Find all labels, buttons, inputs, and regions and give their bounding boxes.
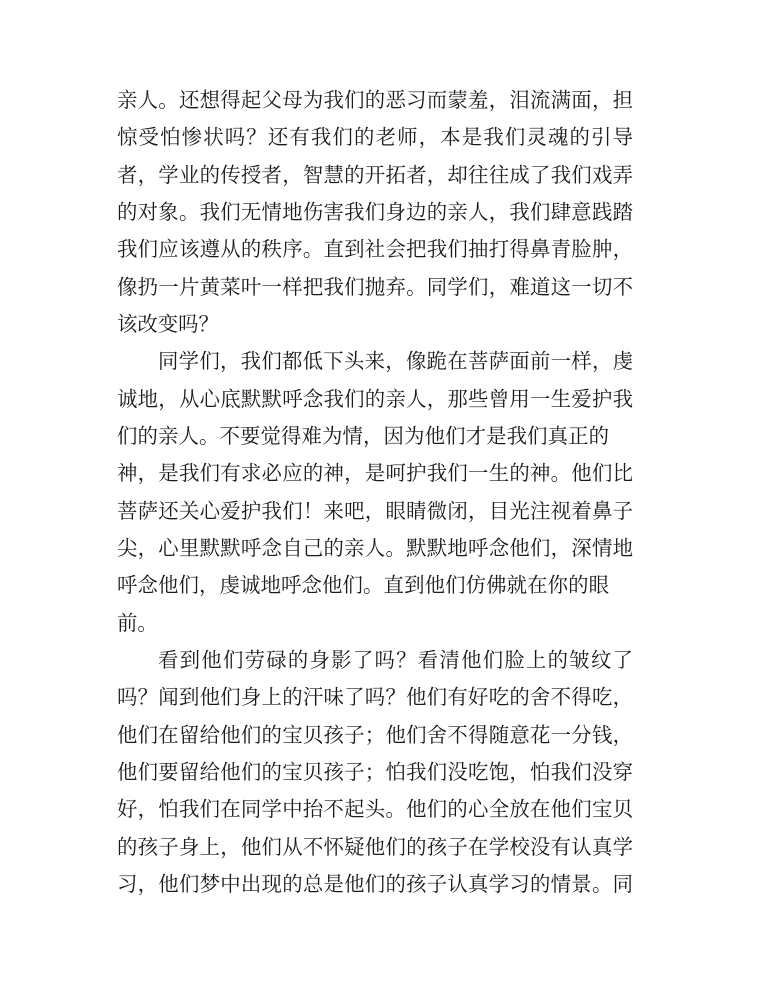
text-line: 诚地，从心底默默呼念我们的亲人，那些曾用一生爱护我 (117, 386, 633, 411)
text-line: 我们应该遵从的秩序。直到社会把我们抽打得鼻青脸肿， (117, 237, 633, 262)
text-line: 尖，心里默默呼念自己的亲人。默默地呼念他们，深情地 (117, 535, 633, 560)
text-line: 们的亲人。不要觉得难为情，因为他们才是我们真正的 (117, 423, 609, 448)
text-line: 的对象。我们无情地伤害我们身边的亲人，我们肆意践踏 (117, 199, 633, 224)
text-line: 呼念他们，虔诚地呼念他们。直到他们仿佛就在你的眼 (117, 573, 609, 598)
text-line: 他们要留给他们的宝贝孩子；怕我们没吃饱，怕我们没穿 (117, 759, 633, 784)
text-line: 该改变吗？ (117, 311, 219, 336)
body-text (117, 82, 633, 903)
text-line: 者，学业的传授者，智慧的开拓者，却往往成了我们戏弄 (117, 162, 633, 187)
text-line: 像扔一片黄菜叶一样把我们抛弃。同学们，难道这一切不 (117, 274, 633, 299)
paragraph-first-line: 看到他们劳碌的身影了吗？看清他们脸上的皱纹了 (158, 647, 633, 672)
text-line: 神，是我们有求必应的神，是呵护我们一生的神。他们比 (117, 461, 633, 486)
paragraph-first-line: 同学们，我们都低下头来，像跪在菩萨面前一样，虔 (158, 349, 633, 374)
text-line: 习，他们梦中出现的总是他们的孩子认真学习的情景。同 (117, 871, 633, 896)
text-line: 的孩子身上，他们从不怀疑他们的孩子在学校没有认真学 (117, 834, 633, 859)
text-line: 亲人。还想得起父母为我们的恶习而蒙羞，泪流满面，担 (117, 88, 633, 112)
text-line: 惊受怕惨状吗？还有我们的老师，本是我们灵魂的引导 (117, 125, 633, 150)
text-line: 好，怕我们在同学中抬不起头。他们的心全放在他们宝贝 (117, 797, 633, 822)
text-line: 吗？闻到他们身上的汗味了吗？他们有好吃的舍不得吃， (117, 685, 633, 710)
text-line: 前。 (117, 610, 158, 635)
text-line: 他们在留给他们的宝贝孩子；他们舍不得随意花一分钱， (117, 722, 633, 747)
text-line: 菩萨还关心爱护我们！来吧，眼睛微闭，目光注视着鼻子 (117, 498, 633, 523)
